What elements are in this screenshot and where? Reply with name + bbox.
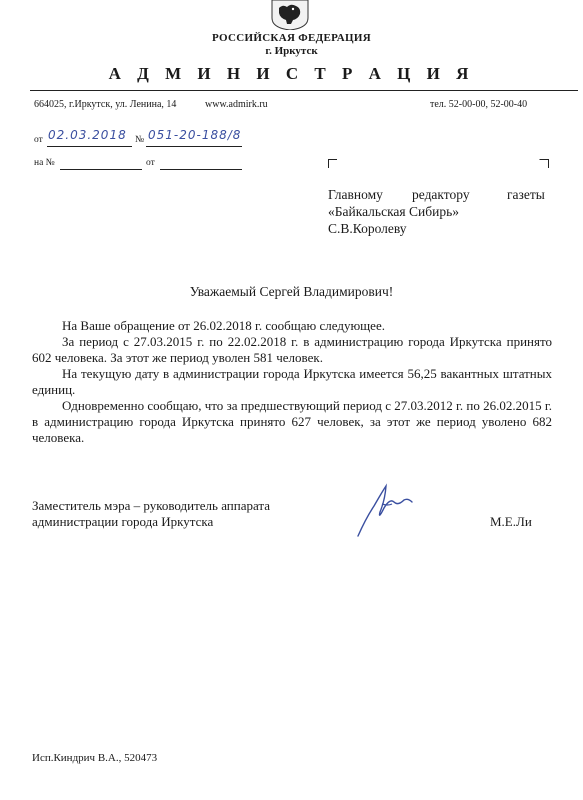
reply-date-underline <box>160 169 242 170</box>
coat-of-arms-icon <box>269 0 311 30</box>
corner-mark-left <box>328 159 338 169</box>
outgoing-date: 02.03.2018 <box>48 128 127 142</box>
phone-numbers: тел. 52-00-00, 52-00-40 <box>430 99 528 110</box>
recipient-word-1: Главному <box>328 187 383 202</box>
signer-position-line-1: Заместитель мэра – руководитель аппарата <box>32 498 271 513</box>
paragraph-3: На текущую дату в администрации города Иркутска имеется 56,25 вакантных штатных единиц. <box>32 366 552 397</box>
recipient-name: С.В.Королеву <box>328 221 407 236</box>
from-label: от <box>34 135 43 145</box>
website-link: www.admirk.ru <box>205 99 268 110</box>
city-heading: г. Иркутск <box>265 45 318 57</box>
executor-info: Исп.Киндрич В.А., 520473 <box>32 752 158 764</box>
recipient-newspaper: «Байкальская Сибирь» <box>328 204 459 219</box>
paragraph-4: Одновременно сообщаю, что за предшествующий период с 27.03.2012 г. по 26.02.2015 г. в администрацию города Иркутска принято 627 человек, за этот же период уволено 682 человека. <box>32 398 552 445</box>
recipient-word-3: газеты <box>507 187 545 202</box>
recipient-word-2: редактору <box>412 187 470 202</box>
signer-position-line-2: администрации города Иркутска <box>32 514 214 529</box>
corner-mark-right <box>539 159 549 169</box>
reply-from-label: от <box>146 158 155 168</box>
postal-address: 664025, г.Иркутск, ул. Ленина, 14 <box>34 99 177 110</box>
administration-title: А Д М И Н И С Т Р А Ц И Я <box>108 64 475 83</box>
reply-number-underline <box>60 169 142 170</box>
handwritten-signature-icon <box>352 478 422 540</box>
salutation: Уважаемый Сергей Владимирович! <box>189 284 394 299</box>
date-underline <box>47 146 132 147</box>
paragraph-2: За период с 27.03.2015 г. по 22.02.2018 г. в администрацию города Иркутска принято 602 человека. За этот же период уволен 581 человек. <box>32 334 552 365</box>
outgoing-number: 051-20-188/8 <box>148 128 242 142</box>
header-divider <box>30 90 578 91</box>
number-label: № <box>135 135 145 145</box>
federation-heading: РОССИЙСКАЯ ФЕДЕРАЦИЯ <box>212 32 371 44</box>
signer-name: М.Е.Ли <box>490 514 532 529</box>
paragraph-1: На Ваше обращение от 26.02.2018 г. сообщаю следующее. <box>62 318 385 333</box>
number-underline <box>146 146 242 147</box>
reply-to-label: на № <box>34 158 55 168</box>
